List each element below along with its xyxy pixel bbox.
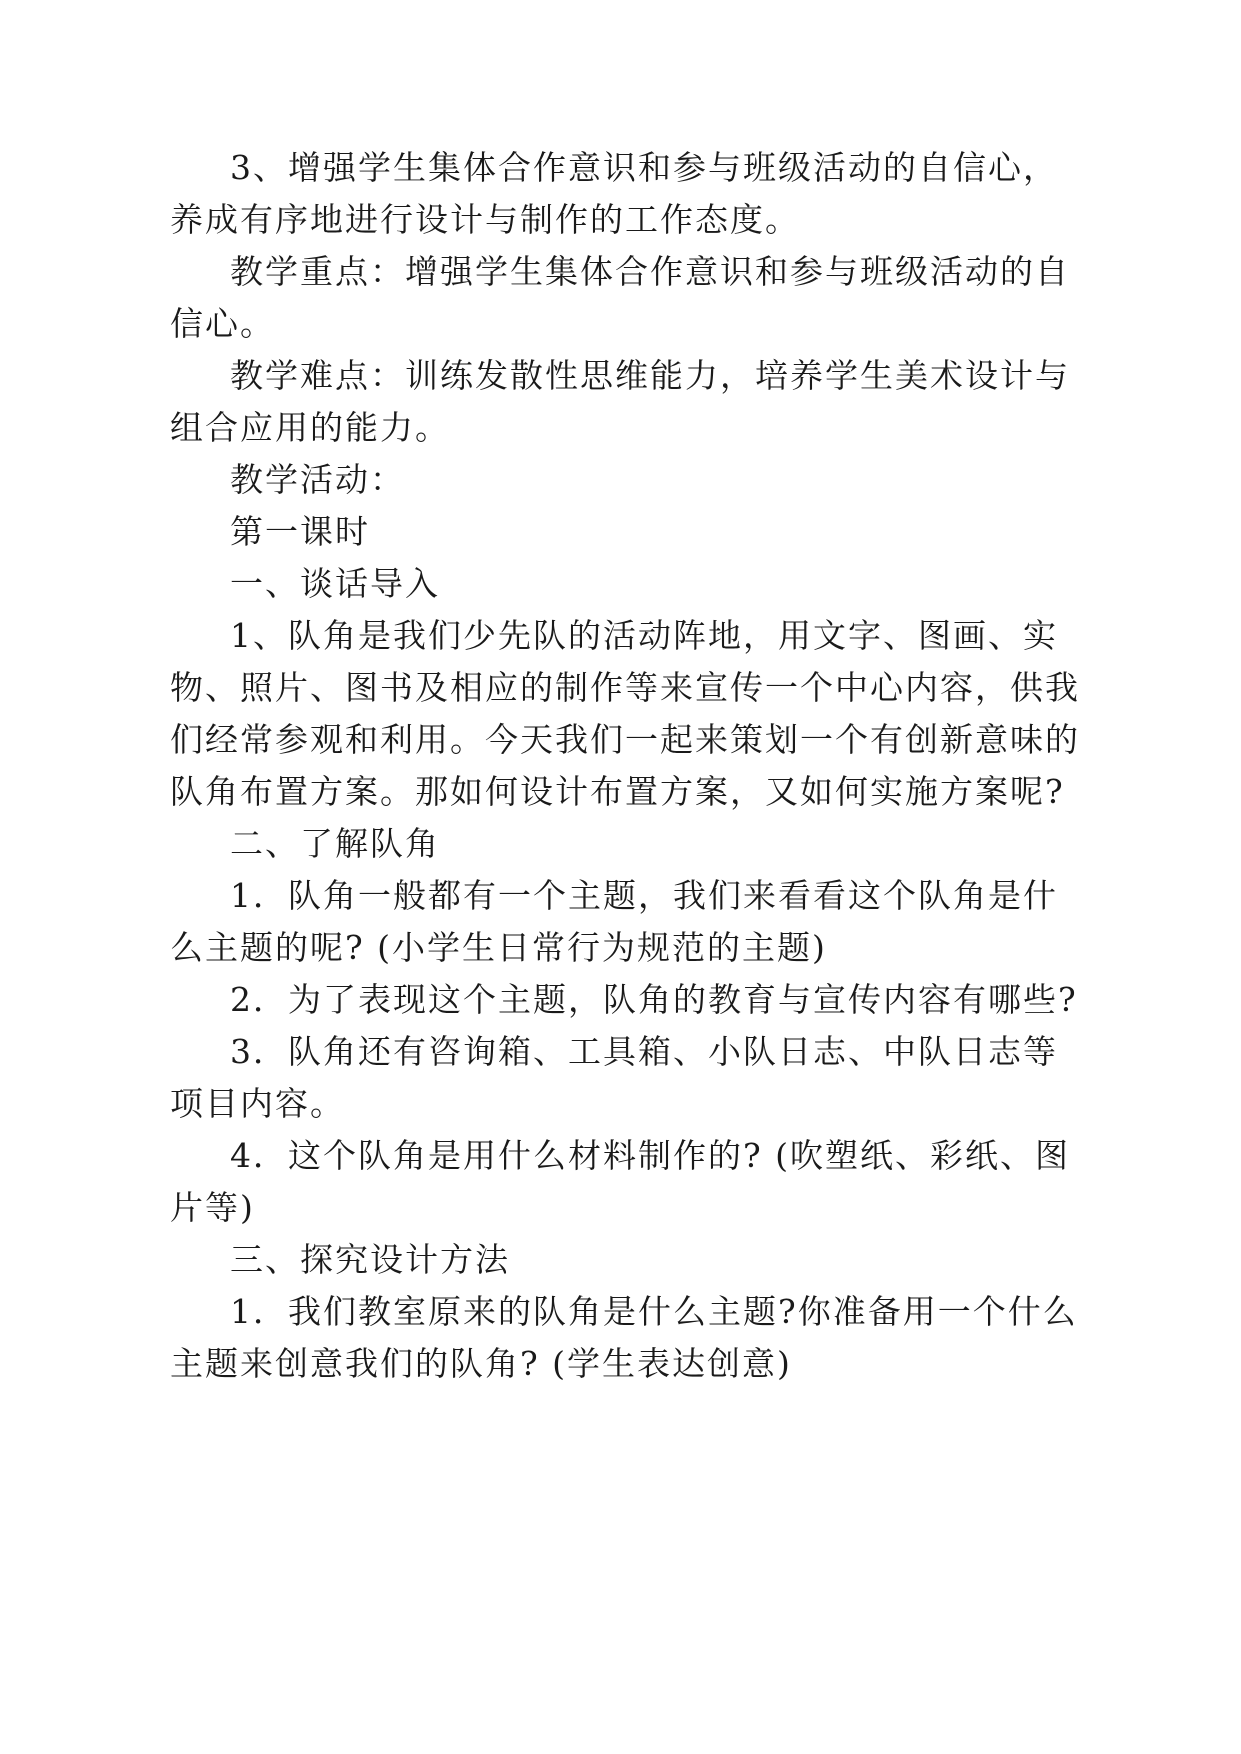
paragraph-line: 项目内容。: [170, 1084, 345, 1123]
paragraph-line: 养成有序地进行设计与制作的工作态度。: [170, 200, 800, 239]
paragraph-line: 物、照片、图书及相应的制作等来宣传一个中心内容，供我: [170, 668, 1080, 707]
section-heading: 一、谈话导入: [230, 564, 440, 603]
paragraph-line: 4．这个队角是用什么材料制作的? (吹塑纸、彩纸、图: [230, 1136, 1071, 1175]
paragraph-line: 1．我们教室原来的队角是什么主题?你准备用一个什么: [230, 1292, 1078, 1331]
paragraph-line: 2．为了表现这个主题，队角的教育与宣传内容有哪些?: [230, 980, 1078, 1019]
section-heading: 二、了解队角: [230, 824, 440, 863]
section-heading: 教学活动：: [230, 460, 405, 499]
paragraph-line: 教学重点：增强学生集体合作意识和参与班级活动的自: [230, 252, 1070, 291]
section-heading: 三、探究设计方法: [230, 1240, 510, 1279]
paragraph-line: 们经常参观和利用。今天我们一起来策划一个有创新意味的: [170, 720, 1080, 759]
paragraph-line: 1、队角是我们少先队的活动阵地，用文字、图画、实: [230, 616, 1058, 655]
paragraph-line: 1．队角一般都有一个主题，我们来看看这个队角是什: [230, 876, 1058, 915]
paragraph-line: 片等): [170, 1188, 255, 1227]
paragraph-line: 主题来创意我们的队角? (学生表达创意): [170, 1344, 792, 1383]
paragraph-line: 3、增强学生集体合作意识和参与班级活动的自信心，: [230, 148, 1058, 187]
paragraph-line: 教学难点：训练发散性思维能力，培养学生美术设计与: [230, 356, 1070, 395]
paragraph-line: 队角布置方案。那如何设计布置方案，又如何实施方案呢?: [170, 772, 1065, 811]
section-heading: 第一课时: [230, 512, 370, 551]
paragraph-line: 3．队角还有咨询箱、工具箱、小队日志、中队日志等: [230, 1032, 1058, 1071]
paragraph-line: 么主题的呢? (小学生日常行为规范的主题): [170, 928, 827, 967]
paragraph-line: 信心。: [170, 304, 275, 343]
paragraph-line: 组合应用的能力。: [170, 408, 450, 447]
